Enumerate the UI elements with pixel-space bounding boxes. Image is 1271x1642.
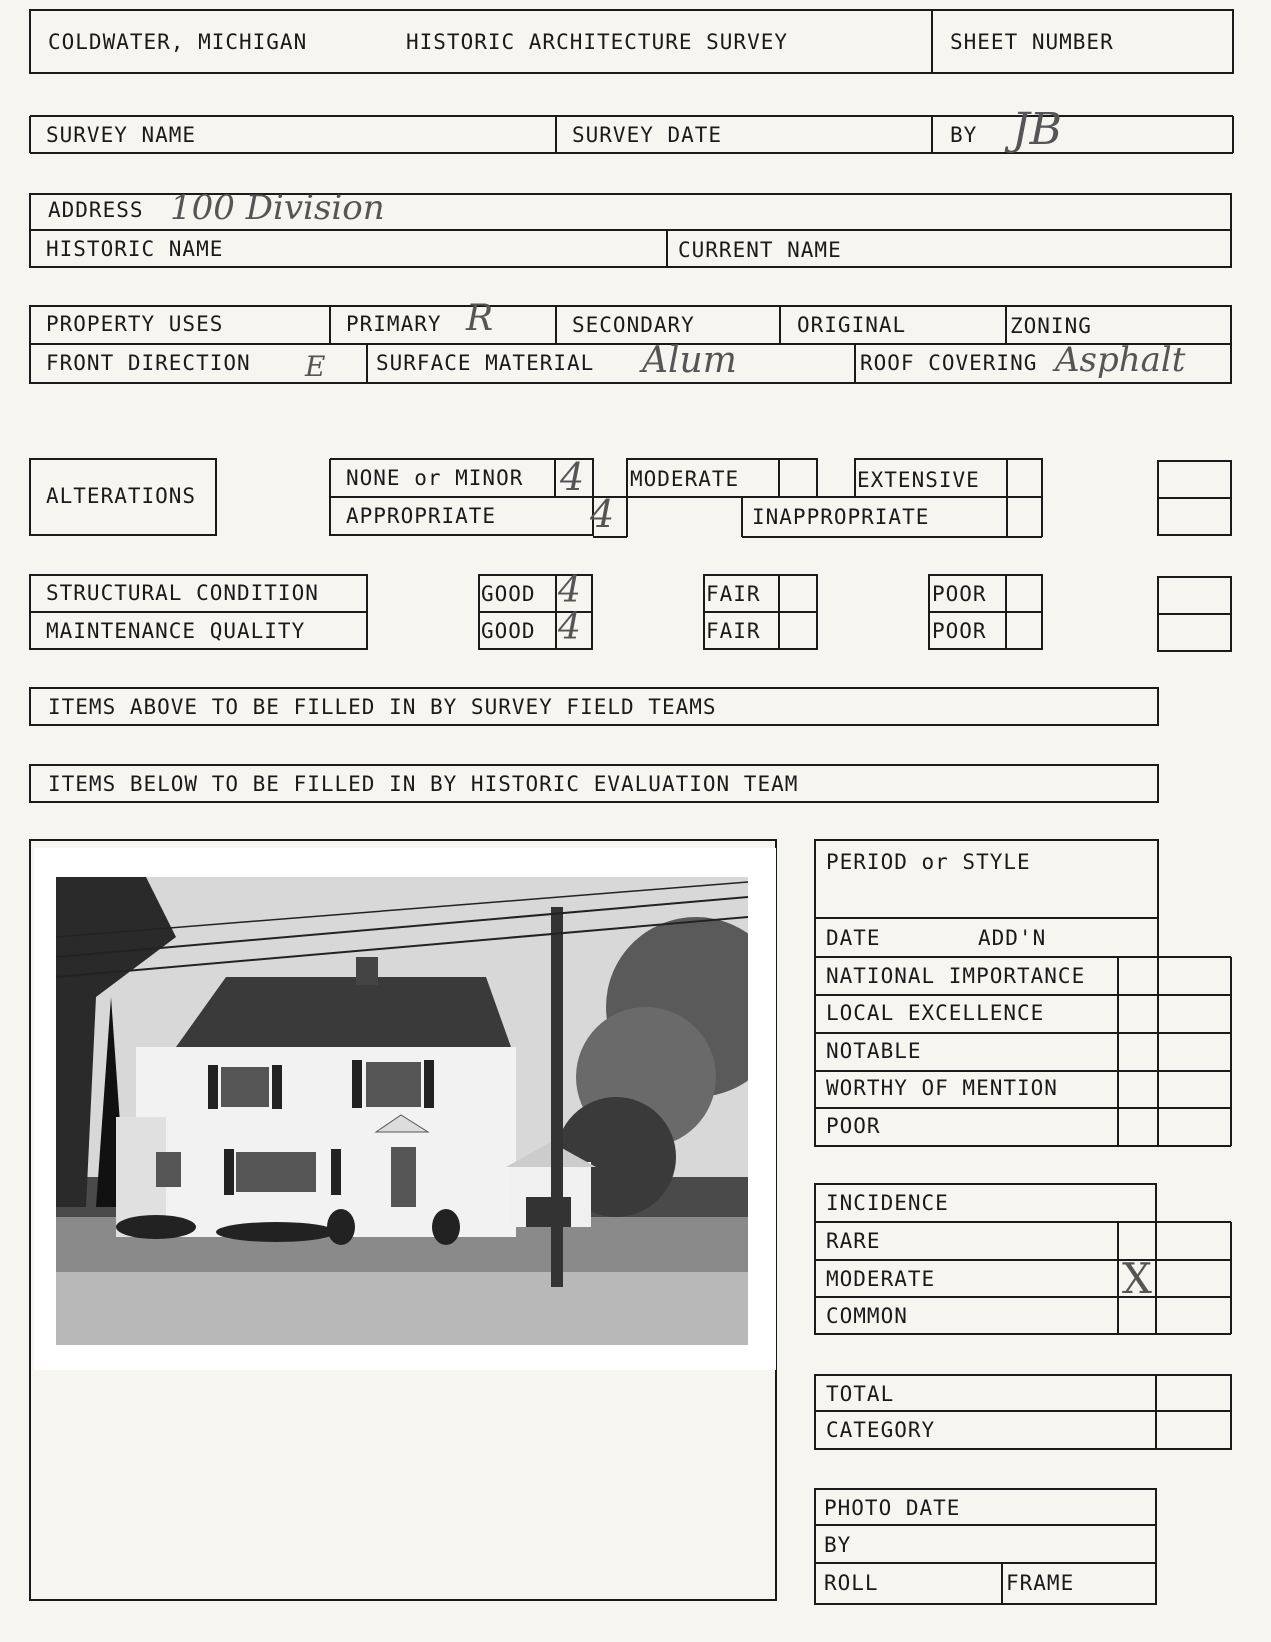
- historic-name-label: HISTORIC NAME: [46, 237, 224, 261]
- roof-covering-value: Asphalt: [1055, 340, 1186, 380]
- maintenance-good-label: GOOD: [481, 619, 536, 643]
- front-direction-value: E: [305, 350, 326, 383]
- secondary-label: SECONDARY: [572, 313, 695, 337]
- current-name-label: CURRENT NAME: [678, 238, 842, 262]
- zoning-label: ZONING: [1010, 314, 1092, 338]
- surface-material-label: SURFACE MATERIAL: [376, 351, 595, 375]
- photo-by-label: BY: [824, 1533, 852, 1557]
- extensive-label: EXTENSIVE: [857, 468, 980, 492]
- field-teams-note: ITEMS ABOVE TO BE FILLED IN BY SURVEY FIELD TEAMS: [48, 695, 717, 719]
- structural-good-mark: 4: [558, 570, 581, 611]
- sheet-number-label: SHEET NUMBER: [950, 30, 1114, 54]
- category-label: CATEGORY: [826, 1418, 936, 1442]
- by-initials: JB: [1012, 104, 1062, 155]
- moderate-incidence-label: MODERATE: [826, 1267, 936, 1291]
- none-minor-label: NONE or MINOR: [346, 466, 524, 490]
- moderate-incidence-mark: X: [1122, 1254, 1152, 1303]
- roll-label: ROLL: [824, 1571, 879, 1595]
- by-label: BY: [950, 123, 978, 147]
- roof-covering-label: ROOF COVERING: [860, 351, 1038, 375]
- local-excellence-label: LOCAL EXCELLENCE: [826, 1001, 1045, 1025]
- appropriate-label: APPROPRIATE: [346, 504, 497, 528]
- period-style-label: PERIOD or STYLE: [826, 850, 1031, 874]
- photo-date-label: PHOTO DATE: [824, 1496, 961, 1520]
- original-label: ORIGINAL: [797, 313, 907, 337]
- none-minor-mark: 4: [560, 455, 585, 499]
- form-title: HISTORIC ARCHITECTURE SURVEY: [406, 30, 789, 54]
- surface-material-value: Alum: [642, 340, 737, 381]
- maintenance-good-mark: 4: [558, 607, 581, 648]
- structural-condition-label: STRUCTURAL CONDITION: [46, 581, 319, 605]
- appropriate-mark: 4: [590, 492, 615, 536]
- common-label: COMMON: [826, 1304, 908, 1328]
- front-direction-label: FRONT DIRECTION: [46, 351, 251, 375]
- alterations-label: ALTERATIONS: [46, 484, 197, 508]
- maintenance-fair-label: FAIR: [706, 619, 761, 643]
- city-label: COLDWATER, MICHIGAN: [48, 30, 308, 54]
- property-uses-label: PROPERTY USES: [46, 312, 224, 336]
- structural-poor-label: POOR: [932, 582, 987, 606]
- survey-date-label: SURVEY DATE: [572, 123, 723, 147]
- maintenance-poor-label: POOR: [932, 619, 987, 643]
- national-importance-label: NATIONAL IMPORTANCE: [826, 964, 1086, 988]
- primary-label: PRIMARY: [346, 312, 442, 336]
- structural-good-label: GOOD: [481, 582, 536, 606]
- primary-value: R: [466, 298, 494, 339]
- frame-label: FRAME: [1006, 1571, 1075, 1595]
- structural-fair-label: FAIR: [706, 582, 761, 606]
- address-label: ADDRESS: [48, 198, 144, 222]
- date-label: DATE: [826, 926, 881, 950]
- rare-label: RARE: [826, 1229, 881, 1253]
- poor-rating-label: POOR: [826, 1114, 881, 1138]
- notable-label: NOTABLE: [826, 1039, 922, 1063]
- incidence-label: INCIDENCE: [826, 1191, 949, 1215]
- addn-label: ADD'N: [978, 926, 1047, 950]
- survey-name-label: SURVEY NAME: [46, 123, 197, 147]
- worthy-of-mention-label: WORTHY OF MENTION: [826, 1076, 1058, 1100]
- maintenance-quality-label: MAINTENANCE QUALITY: [46, 619, 306, 643]
- total-label: TOTAL: [826, 1382, 895, 1406]
- moderate-label: MODERATE: [630, 467, 740, 491]
- house-photo: [56, 877, 748, 1345]
- evaluation-team-note: ITEMS BELOW TO BE FILLED IN BY HISTORIC EVALUATION TEAM: [48, 772, 799, 796]
- inappropriate-label: INAPPROPRIATE: [752, 505, 930, 529]
- address-value: 100 Division: [170, 188, 385, 228]
